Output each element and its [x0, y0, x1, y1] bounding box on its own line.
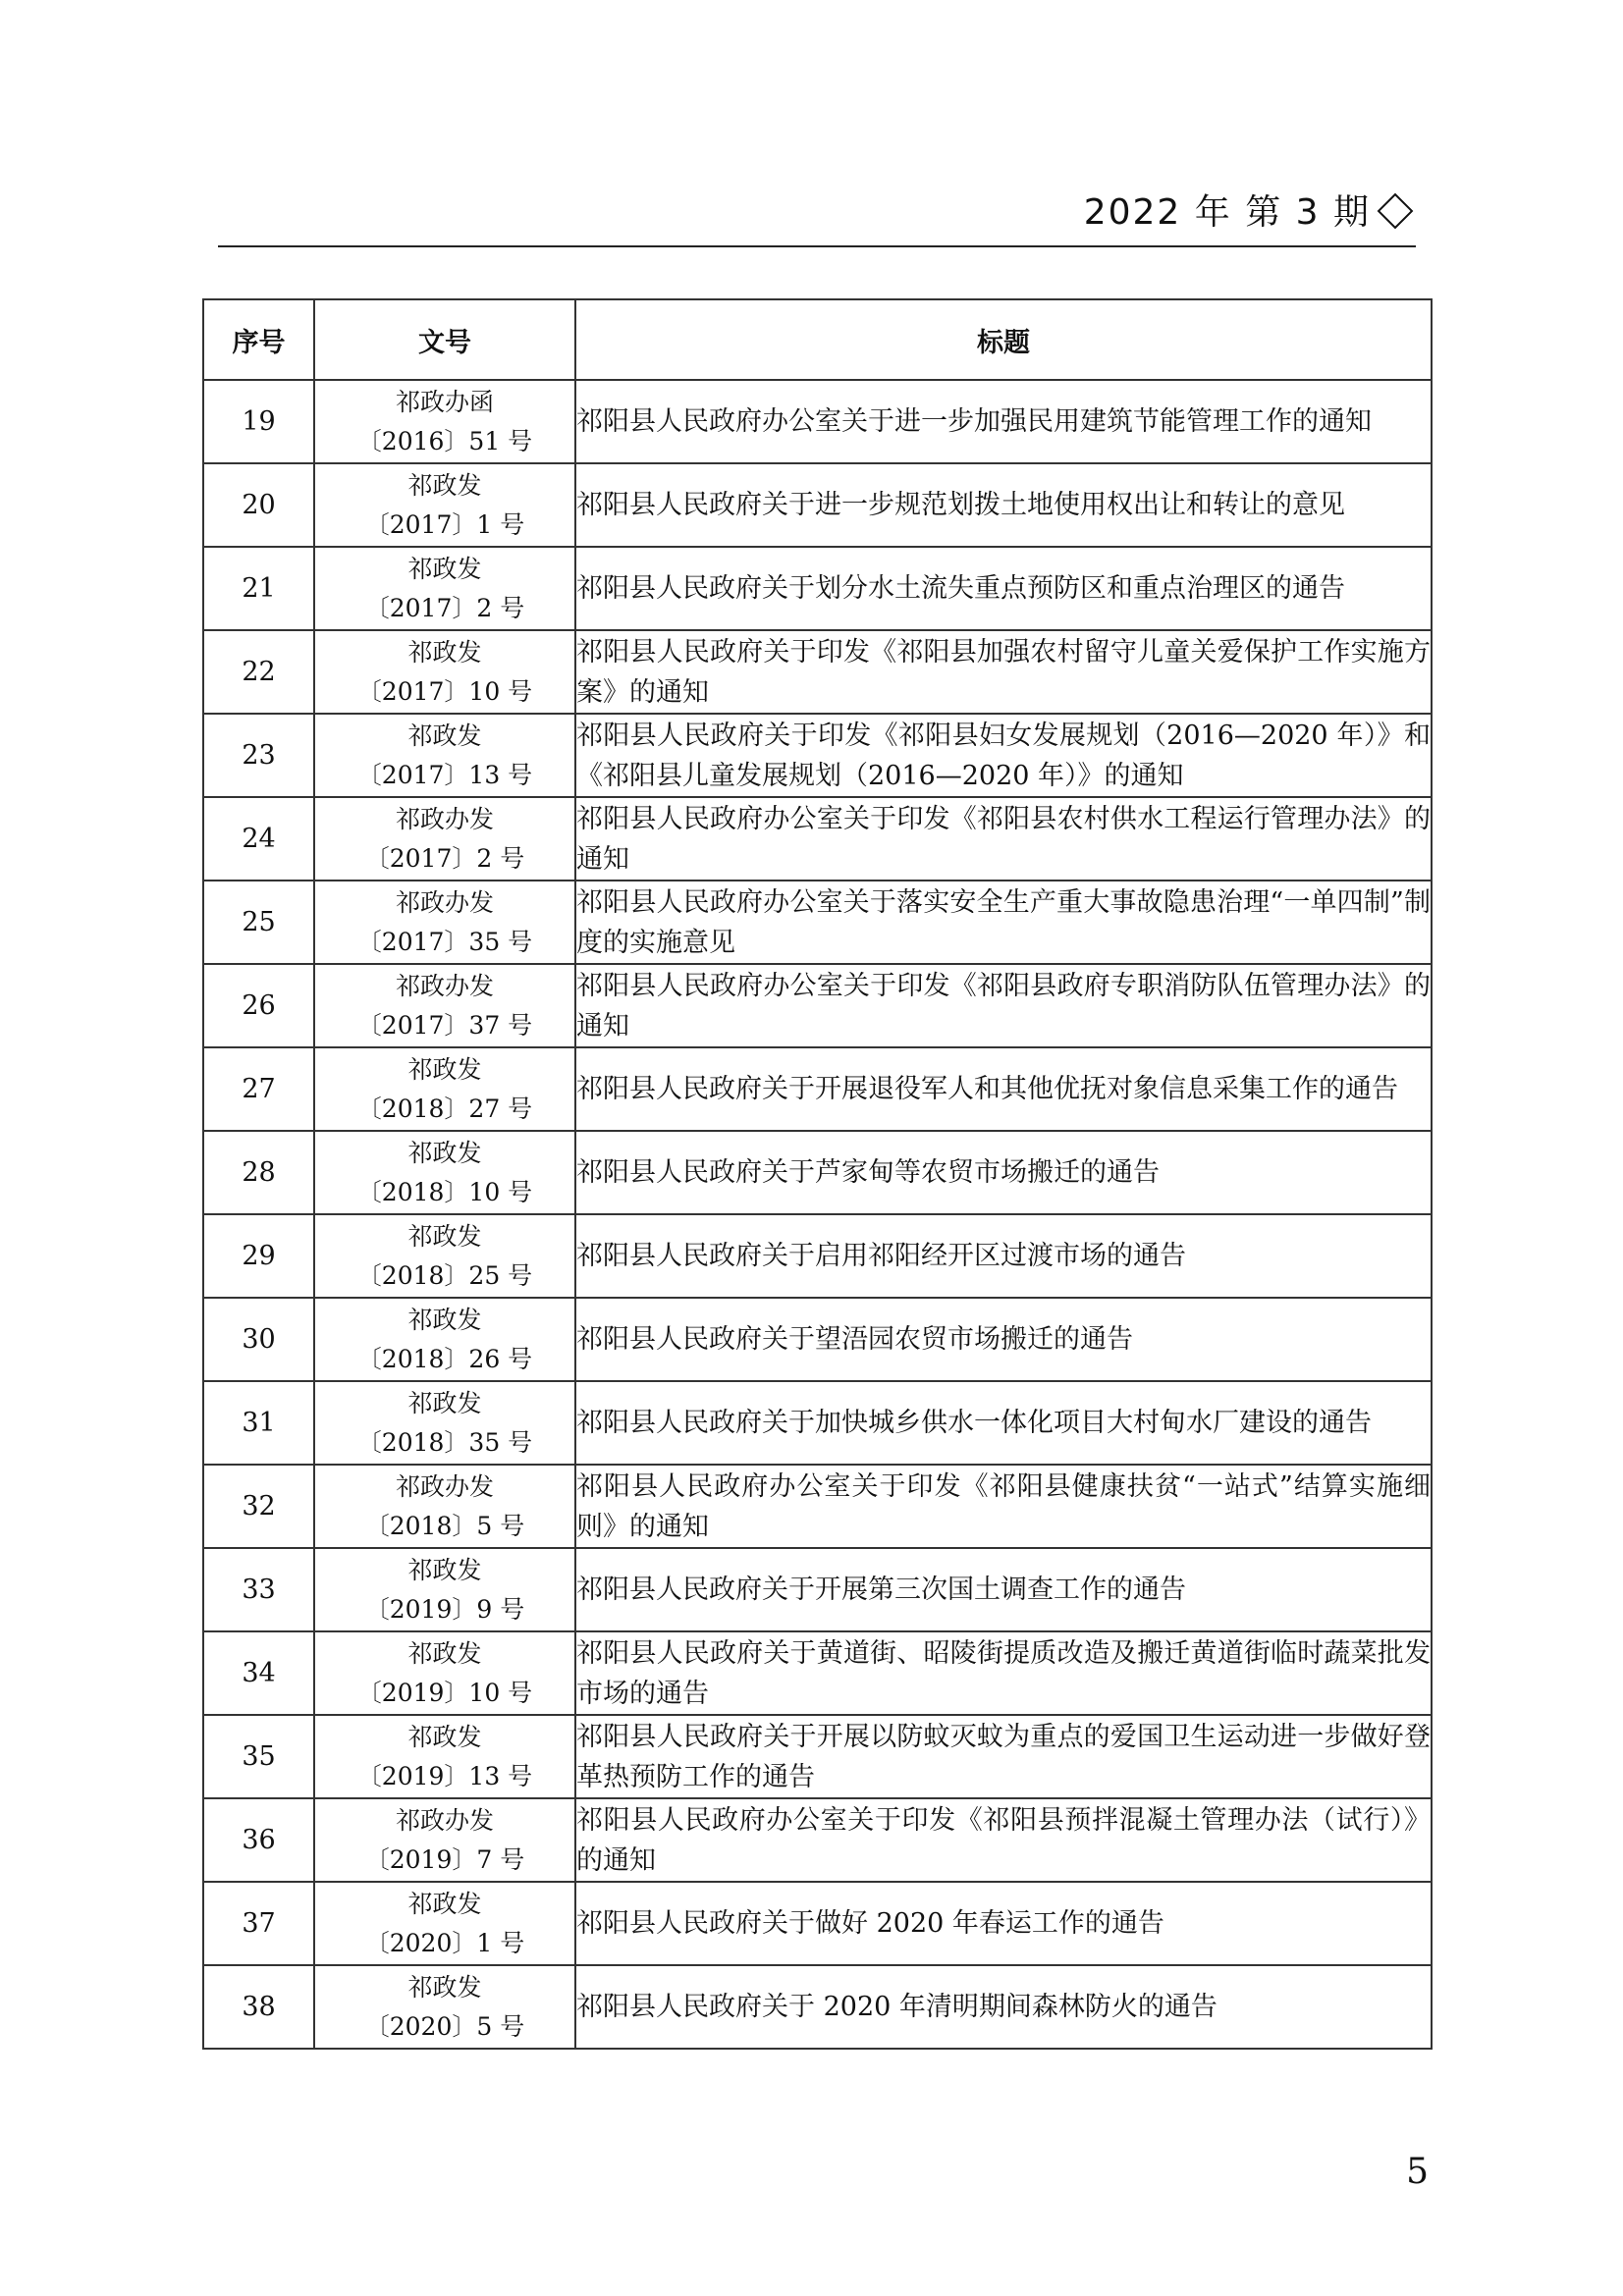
document-title: 祁阳县人民政府关于启用祁阳经开区过渡市场的通告	[575, 1214, 1432, 1298]
document-issuer: 祁政发	[407, 1138, 482, 1167]
row-number: 27	[203, 1047, 314, 1131]
row-number: 29	[203, 1214, 314, 1298]
column-header-title: 标题	[575, 299, 1432, 380]
document-number-cell	[314, 463, 575, 547]
document-serial: 〔2018〕27 号	[356, 1094, 533, 1123]
column-header-wenhao: 文号	[314, 299, 575, 380]
document-number-cell	[314, 547, 575, 630]
document-serial: 〔2017〕2 号	[364, 593, 525, 622]
document-serial: 〔2019〕10 号	[356, 1678, 533, 1707]
document-number-cell	[314, 1715, 575, 1798]
document-issuer: 祁政发	[407, 1722, 482, 1751]
row-number: 35	[203, 1715, 314, 1798]
document-issuer: 祁政发	[407, 1221, 482, 1251]
document-title: 祁阳县人民政府关于印发《祁阳县妇女发展规划（2016—2020 年）》和《祁阳县儿童发展规划（2016—2020 年）》的通知	[575, 714, 1432, 797]
table-row	[203, 1465, 1432, 1548]
column-header-no: 序号	[203, 299, 314, 380]
document-serial: 〔2019〕7 号	[364, 1844, 525, 1874]
document-title: 祁阳县人民政府办公室关于印发《祁阳县政府专职消防队伍管理办法》的通知	[575, 964, 1432, 1047]
document-title: 祁阳县人民政府关于做好 2020 年春运工作的通告	[575, 1882, 1432, 1965]
table-row	[203, 1548, 1432, 1631]
table-row	[203, 1715, 1432, 1798]
document-serial: 〔2019〕13 号	[356, 1761, 533, 1790]
table-row	[203, 1214, 1432, 1298]
document-issuer: 祁政办发	[395, 1805, 494, 1835]
document-number-cell	[314, 380, 575, 463]
document-number-cell	[314, 1381, 575, 1465]
document-serial: 〔2017〕13 号	[356, 760, 533, 789]
page-number: 5	[1406, 2152, 1429, 2192]
document-serial: 〔2018〕35 号	[356, 1427, 533, 1457]
document-number-cell	[314, 1631, 575, 1715]
document-issuer: 祁政办发	[395, 804, 494, 833]
document-number-cell	[314, 1798, 575, 1882]
document-number-cell	[314, 881, 575, 964]
document-title: 祁阳县人民政府关于进一步规范划拨土地使用权出让和转让的意见	[575, 463, 1432, 547]
page-header	[218, 187, 1416, 247]
document-title: 祁阳县人民政府关于开展第三次国土调查工作的通告	[575, 1548, 1432, 1631]
document-serial: 〔2018〕10 号	[356, 1177, 533, 1206]
row-number: 32	[203, 1465, 314, 1548]
document-number-cell	[314, 1548, 575, 1631]
document-issuer: 祁政发	[407, 1555, 482, 1584]
document-serial: 〔2017〕35 号	[356, 927, 533, 956]
document-title: 祁阳县人民政府办公室关于印发《祁阳县预拌混凝土管理办法（试行）》的通知	[575, 1798, 1432, 1882]
document-serial: 〔2016〕51 号	[356, 426, 533, 455]
document-issuer: 祁政办发	[395, 1471, 494, 1501]
issue-label	[1084, 190, 1408, 236]
diamond-icon	[1378, 193, 1414, 230]
document-number-cell	[314, 714, 575, 797]
table-row	[203, 547, 1432, 630]
document-serial: 〔2017〕1 号	[364, 509, 525, 539]
document-issuer: 祁政发	[407, 1305, 482, 1334]
document-title: 祁阳县人民政府办公室关于落实安全生产重大事故隐患治理“一单四制”制度的实施意见	[575, 881, 1432, 964]
document-issuer: 祁政发	[407, 721, 482, 750]
table-row	[203, 1131, 1432, 1214]
document-title: 祁阳县人民政府关于望浯园农贸市场搬迁的通告	[575, 1298, 1432, 1381]
document-table	[202, 298, 1433, 2050]
document-issuer: 祁政办函	[395, 387, 494, 416]
row-number: 25	[203, 881, 314, 964]
document-title: 祁阳县人民政府关于印发《祁阳县加强农村留守儿童关爱保护工作实施方案》的通知	[575, 630, 1432, 714]
table-row	[203, 1882, 1432, 1965]
issue-text: 2022 年 第 3 期	[1083, 192, 1371, 233]
table-row	[203, 380, 1432, 463]
table-row	[203, 714, 1432, 797]
table-row	[203, 1631, 1432, 1715]
row-number: 30	[203, 1298, 314, 1381]
document-serial: 〔2018〕26 号	[356, 1344, 533, 1373]
document-serial: 〔2017〕10 号	[356, 676, 533, 706]
table-row	[203, 1381, 1432, 1465]
document-number-cell	[314, 630, 575, 714]
document-number-cell	[314, 1465, 575, 1548]
document-number-cell	[314, 1298, 575, 1381]
document-issuer: 祁政发	[407, 1972, 482, 2002]
row-number: 23	[203, 714, 314, 797]
table-row	[203, 1965, 1432, 2049]
document-serial: 〔2017〕37 号	[356, 1010, 533, 1040]
row-number: 36	[203, 1798, 314, 1882]
table-row	[203, 964, 1432, 1047]
document-serial: 〔2018〕5 号	[364, 1511, 525, 1540]
document-number-cell	[314, 1965, 575, 2049]
row-number: 37	[203, 1882, 314, 1965]
document-serial: 〔2019〕9 号	[364, 1594, 525, 1624]
row-number: 38	[203, 1965, 314, 2049]
document-issuer: 祁政办发	[395, 971, 494, 1000]
document-issuer: 祁政发	[407, 1889, 482, 1918]
row-number: 31	[203, 1381, 314, 1465]
document-number-cell	[314, 1882, 575, 1965]
document-issuer: 祁政发	[407, 554, 482, 583]
row-number: 26	[203, 964, 314, 1047]
document-issuer: 祁政办发	[395, 887, 494, 917]
table-row	[203, 1798, 1432, 1882]
document-issuer: 祁政发	[407, 470, 482, 500]
document-issuer: 祁政发	[407, 637, 482, 667]
document-issuer: 祁政发	[407, 1388, 482, 1417]
table-header-row	[203, 299, 1432, 380]
document-title: 祁阳县人民政府关于开展以防蚊灭蚊为重点的爱国卫生运动进一步做好登革热预防工作的通告	[575, 1715, 1432, 1798]
document-title: 祁阳县人民政府办公室关于印发《祁阳县农村供水工程运行管理办法》的通知	[575, 797, 1432, 881]
row-number: 24	[203, 797, 314, 881]
document-number-cell	[314, 964, 575, 1047]
document-number-cell	[314, 1131, 575, 1214]
row-number: 33	[203, 1548, 314, 1631]
document-serial: 〔2018〕25 号	[356, 1260, 533, 1290]
table-row	[203, 1298, 1432, 1381]
row-number: 28	[203, 1131, 314, 1214]
document-title: 祁阳县人民政府办公室关于进一步加强民用建筑节能管理工作的通知	[575, 380, 1432, 463]
row-number: 19	[203, 380, 314, 463]
document-issuer: 祁政发	[407, 1638, 482, 1668]
document-title: 祁阳县人民政府关于划分水土流失重点预防区和重点治理区的通告	[575, 547, 1432, 630]
document-title: 祁阳县人民政府关于 2020 年清明期间森林防火的通告	[575, 1965, 1432, 2049]
document-title: 祁阳县人民政府关于加快城乡供水一体化项目大村甸水厂建设的通告	[575, 1381, 1432, 1465]
document-title: 祁阳县人民政府关于开展退役军人和其他优抚对象信息采集工作的通告	[575, 1047, 1432, 1131]
row-number: 20	[203, 463, 314, 547]
document-serial: 〔2020〕1 号	[364, 1928, 525, 1957]
document-serial: 〔2020〕5 号	[364, 2011, 525, 2041]
document-number-cell	[314, 1047, 575, 1131]
row-number: 21	[203, 547, 314, 630]
table-row	[203, 463, 1432, 547]
document-title: 祁阳县人民政府关于黄道街、昭陵街提质改造及搬迁黄道街临时蔬菜批发市场的通告	[575, 1631, 1432, 1715]
document-serial: 〔2017〕2 号	[364, 843, 525, 873]
row-number: 34	[203, 1631, 314, 1715]
document-number-cell	[314, 1214, 575, 1298]
document-title: 祁阳县人民政府关于芦家甸等农贸市场搬迁的通告	[575, 1131, 1432, 1214]
document-title: 祁阳县人民政府办公室关于印发《祁阳县健康扶贫“一站式”结算实施细则》的通知	[575, 1465, 1432, 1548]
document-issuer: 祁政发	[407, 1054, 482, 1084]
table-row	[203, 797, 1432, 881]
row-number: 22	[203, 630, 314, 714]
table-row	[203, 630, 1432, 714]
document-number-cell	[314, 797, 575, 881]
table-row	[203, 881, 1432, 964]
table-row	[203, 1047, 1432, 1131]
